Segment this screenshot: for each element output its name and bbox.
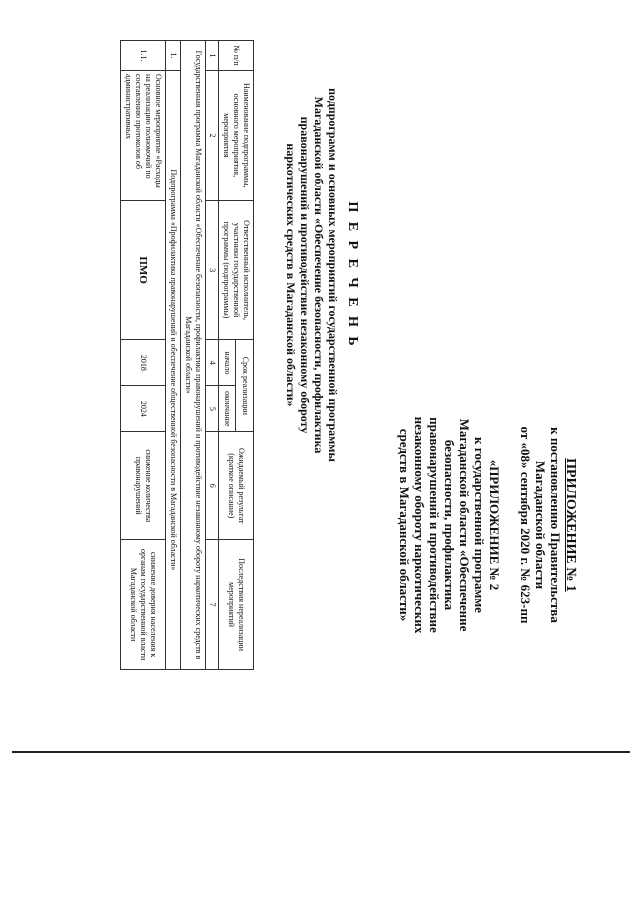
column-number: 1 — [206, 41, 219, 71]
appendix-2-title: «ПРИЛОЖЕНИЕ № 2 — [487, 459, 502, 591]
header-result: Ожидаемый результат (краткое описание) — [219, 432, 254, 540]
appendix-2-block — [397, 360, 502, 690]
appendix-1-date: от «08» сентября 2020 г. № 623-пп — [518, 426, 533, 624]
subprogram-num: 1. — [166, 41, 181, 71]
column-number: 3 — [206, 200, 219, 340]
row-executor: ПМО — [121, 200, 166, 340]
appendix-2-line: правонарушений и противодействие — [427, 417, 442, 633]
column-number: 6 — [206, 432, 219, 540]
header-num: № п/п — [219, 41, 254, 71]
row-result: снижение количества правонарушений — [121, 432, 166, 540]
program-title: Государственная программа Магаданской области «Обеспечение безопасности, профилактика правонарушений и противодействие незаконному обороту наркотических средств в Магаданской области» — [181, 41, 206, 670]
appendix-2-line: незаконному обороту наркотических — [412, 416, 427, 634]
program-row — [181, 41, 206, 670]
column-number: 2 — [206, 70, 219, 200]
header-start: начало — [219, 340, 237, 386]
appendix-1-line: к постановлению Правительства — [548, 427, 563, 623]
subtitle-line: наркотических средств в Магаданской области» — [284, 143, 298, 407]
row-consequence: снижение доверия населения к органам государственной власти Магаданской области — [121, 540, 166, 670]
subtitle-line: правонарушений и противодействие незаконному обороту — [298, 116, 312, 434]
row-num: 1.1. — [121, 41, 166, 71]
column-number: 5 — [206, 386, 219, 432]
appendix-1-block — [518, 360, 578, 690]
document-title: П Е Р Е Ч Е Н Ь — [345, 201, 360, 349]
appendix-2-line: безопасности, профилактика — [442, 439, 457, 611]
column-number: 7 — [206, 540, 219, 670]
subtitle-line: Магаданской области «Обеспечение безопасности, профилактика — [312, 96, 326, 454]
appendix-2-line: к государственной программе — [472, 437, 487, 613]
column-numbers-row — [206, 41, 219, 670]
column-number: 4 — [206, 340, 219, 386]
header-name: Наименование подпрограммы, основного мероприятия, мероприятия — [219, 70, 254, 200]
appendix-2-line: средств в Магаданской области» — [397, 428, 412, 622]
appendix-2-line: Магаданской области «Обеспечение — [457, 418, 472, 632]
rotated-document-page — [90, 40, 590, 730]
table-header-row — [236, 41, 254, 670]
appendix-1-line: Магаданской области — [533, 460, 548, 590]
table-row — [121, 41, 166, 670]
row-start: 2018 — [121, 340, 166, 386]
header-period: Срок реализации — [236, 340, 254, 432]
measures-table — [120, 40, 254, 670]
appendix-1-title: ПРИЛОЖЕНИЕ № 1 — [563, 458, 578, 592]
row-end: 2024 — [121, 386, 166, 432]
document-subtitle — [284, 55, 340, 495]
header-consequence: Последствия нереализации мероприятий — [219, 540, 254, 670]
page-divider-line — [12, 751, 630, 753]
header-executor: Ответственный исполнитель, участники государственной программы (подпрограммы) — [219, 200, 254, 340]
subprogram-title: Подпрограмма «Профилактика правонарушений и обеспечение общественной безопасности в Магаданской области» — [166, 70, 181, 669]
subprogram-row — [166, 41, 181, 670]
subtitle-line: подпрограмм и основных мероприятий государственной программы — [326, 88, 340, 462]
header-end: окончание — [219, 386, 237, 432]
row-name: Основное мероприятие «Расходы на реализацию полномочий по составлению протоколов об административных — [121, 70, 166, 200]
